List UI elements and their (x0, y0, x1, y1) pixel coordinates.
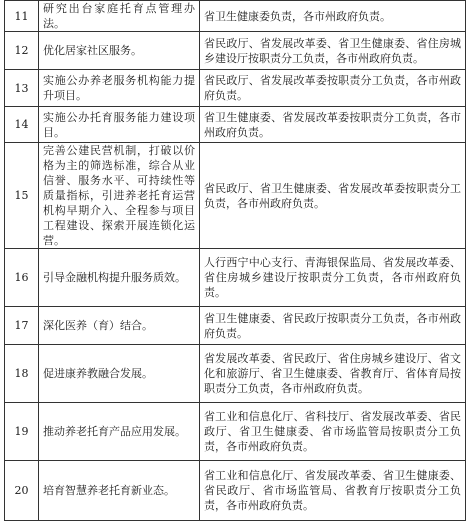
row-number: 14 (5, 107, 39, 143)
task-cell: 培育智慧养老托育新业态。 (39, 461, 200, 521)
responsibility-cell: 省卫生健康委、省发展改革委按职责分工负责，各市州政府负责。 (200, 107, 466, 143)
table-row (5, 307, 466, 345)
responsibility-cell: 省发展改革委、省民政厅、省住房城乡建设厅、省文化和旅游厅、省卫生健康委、省教育厅、省体育局按职责分工负责，各市州政府负责。 (200, 345, 466, 403)
table-row (5, 345, 466, 403)
task-cell: 促进康养教融合发展。 (39, 345, 200, 403)
responsibility-cell: 省民政厅、省卫生健康委、省发展改革委按职责分工负责，各市州政府负责。 (200, 143, 466, 249)
row-number: 11 (5, 1, 39, 32)
table-row (5, 143, 466, 249)
responsibility-cell: 省民政厅、省发展改革委、省卫生健康委、省住房城乡建设厅按职责分工负责，各市州政府负责。 (200, 32, 466, 70)
row-number: 19 (5, 403, 39, 461)
task-cell: 研究出台家庭托育点管理办法。 (39, 1, 200, 32)
responsibility-cell: 省卫生健康委、省民政厅按职责分工负责，各市州政府负责。 (200, 307, 466, 345)
responsibility-cell: 省工业和信息化厅、省发展改革委、省卫生健康委、省民政厅、省市场监管局、省教育厅按职责分工负责，各市州政府负责。 (200, 461, 466, 521)
task-cell: 深化医养（育）结合。 (39, 307, 200, 345)
task-cell: 实施公办养老服务机构能力提升项目。 (39, 70, 200, 107)
task-cell: 优化居家社区服务。 (39, 32, 200, 70)
row-number: 12 (5, 32, 39, 70)
table-row (5, 461, 466, 521)
table-row (5, 32, 466, 70)
row-number: 15 (5, 143, 39, 249)
table-row (5, 70, 466, 107)
task-cell: 推动养老托育产品应用发展。 (39, 403, 200, 461)
task-cell: 完善公建民营机制，打破以价格为主的筛选标准，综合从业信誉、服务水平、可持续性等质量指标，引进养老托育运营机构早期介入、全程参与项目工程建设、探索开展连锁化运营。 (39, 143, 200, 249)
table-row (5, 403, 466, 461)
responsibility-cell: 省卫生健康委负责，各市州政府负责。 (200, 1, 466, 32)
row-number: 18 (5, 345, 39, 403)
responsibility-cell: 省工业和信息化厅、省科技厅、省发展改革委、省民政厅、省卫生健康委、省市场监管局按职责分工负责，各市州政府负责。 (200, 403, 466, 461)
table-row (5, 107, 466, 143)
row-number: 20 (5, 461, 39, 521)
task-cell: 实施公办托育服务能力建设项目。 (39, 107, 200, 143)
row-number: 16 (5, 249, 39, 307)
row-number: 13 (5, 70, 39, 107)
task-responsibility-table (4, 0, 466, 521)
row-number: 17 (5, 307, 39, 345)
task-cell: 引导金融机构提升服务质效。 (39, 249, 200, 307)
responsibility-cell: 人行西宁中心支行、青海银保监局、省发展改革委、省住房城乡建设厅按职责分工负责，各市州政府负责。 (200, 249, 466, 307)
table-row (5, 249, 466, 307)
table-row (5, 1, 466, 32)
responsibility-cell: 省民政厅、省发展改革委按职责分工负责，各市州政府负责。 (200, 70, 466, 107)
